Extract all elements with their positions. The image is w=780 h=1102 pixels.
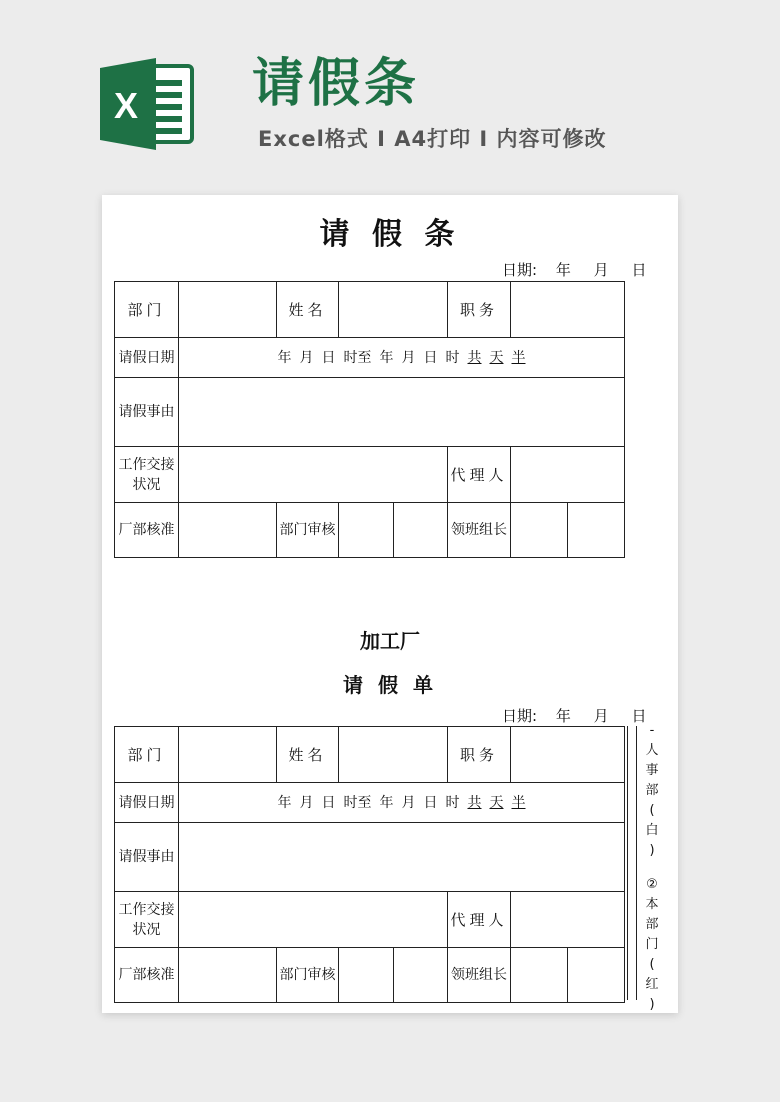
period-hour-to: 时至 — [343, 795, 372, 811]
period-month-2: 月 — [401, 795, 416, 811]
side-note-1-char: 人 — [645, 743, 659, 758]
form2-reason-field[interactable] — [179, 823, 625, 892]
form1-title: 请 假 条 — [319, 217, 461, 252]
form1-position-label: 职务 — [448, 282, 511, 338]
period-day-1: 日 — [321, 795, 336, 811]
period-year-2: 年 — [379, 795, 394, 811]
period-days: 天 — [489, 350, 504, 366]
period-month-1: 月 — [299, 795, 314, 811]
form2-deputy-label: 代理人 — [448, 892, 511, 948]
period-hour-2: 时 — [445, 350, 460, 366]
period-year-1: 年 — [277, 350, 292, 366]
form1-leave-period[interactable] — [179, 338, 625, 378]
period-day-1: 日 — [321, 350, 336, 366]
period-hour-2: 时 — [445, 795, 460, 811]
form2-leave-period[interactable] — [179, 783, 625, 823]
period-month-2: 月 — [401, 350, 416, 366]
form1-handover-label-line1: 工作交接 — [118, 456, 175, 473]
form2-team-leader-field-2[interactable] — [568, 948, 625, 1003]
form2-date-line — [502, 705, 646, 726]
form1-handover-label — [115, 447, 179, 503]
form1-reason-field[interactable] — [179, 378, 625, 447]
document-sheet — [102, 195, 678, 1013]
form2-date-day: 日 — [631, 707, 647, 725]
form1-dept-field[interactable] — [179, 282, 277, 338]
form2-factory-approval-field[interactable] — [179, 948, 277, 1003]
form2-heading: 加工厂 — [360, 629, 420, 653]
form2-handover-label-line2: 状况 — [132, 921, 161, 938]
period-year-2: 年 — [379, 350, 394, 366]
form1-date-label: 日期: — [502, 261, 538, 279]
form1-name-label: 姓名 — [277, 282, 339, 338]
hero-title: 请假条 — [252, 54, 421, 114]
period-days: 天 — [489, 795, 504, 811]
period-total: 共 — [467, 795, 482, 811]
side-note-2-char: ( — [649, 957, 655, 972]
form2-side-note-2 — [642, 875, 662, 1015]
side-note-1-char: ( — [649, 803, 655, 818]
form2-leave-date-label: 请假日期 — [115, 783, 179, 823]
form1-date-day: 日 — [631, 261, 647, 279]
side-note-2-char: 本 — [645, 897, 659, 912]
form1-handover-label-line2: 状况 — [132, 476, 161, 493]
form2-dept-review-label: 部门审核 — [277, 948, 339, 1003]
form2-reason-label: 请假事由 — [115, 823, 179, 892]
period-year-1: 年 — [277, 795, 292, 811]
side-note-1-char: ) — [649, 843, 655, 858]
form2-dept-label: 部门 — [115, 727, 179, 783]
form2-position-label: 职务 — [448, 727, 511, 783]
form1-dept-label: 部门 — [115, 282, 179, 338]
form1-team-leader-label: 领班组长 — [448, 503, 511, 558]
form2-date-month: 月 — [593, 707, 609, 725]
form1-position-field[interactable] — [511, 282, 625, 338]
form2-name-label: 姓名 — [277, 727, 339, 783]
side-note-1-char: 白 — [645, 823, 659, 838]
page-header — [0, 0, 780, 190]
form2-dept-field[interactable] — [179, 727, 277, 783]
form2-table — [114, 726, 625, 1003]
form2-deputy-field[interactable] — [511, 892, 625, 948]
form2-dept-review-field-1[interactable] — [339, 948, 394, 1003]
form2-handover-field[interactable] — [179, 892, 448, 948]
side-note-2-char: ) — [649, 997, 655, 1012]
svg-text:X: X — [113, 85, 139, 126]
form1-date-month: 月 — [593, 261, 609, 279]
form1-factory-approval-label: 厂部核准 — [115, 503, 179, 558]
form2-position-field[interactable] — [511, 727, 625, 783]
form2-dept-review-field-2[interactable] — [394, 948, 448, 1003]
form2-handover-label — [115, 892, 179, 948]
form1-table — [114, 281, 625, 558]
form1-date-line — [502, 259, 646, 280]
period-day-2: 日 — [423, 350, 438, 366]
form2-side-strip — [627, 726, 637, 1000]
form1-dept-review-field-2[interactable] — [394, 503, 448, 558]
form1-reason-label: 请假事由 — [115, 378, 179, 447]
period-half: 半 — [511, 795, 526, 811]
form1-deputy-field[interactable] — [511, 447, 625, 503]
form1-team-leader-field-2[interactable] — [568, 503, 625, 558]
form1-deputy-label: 代理人 — [448, 447, 511, 503]
form2-factory-approval-label: 厂部核准 — [115, 948, 179, 1003]
form1-dept-review-label: 部门审核 — [277, 503, 339, 558]
form2-team-leader-label: 领班组长 — [448, 948, 511, 1003]
form2-date-label: 日期: — [502, 707, 538, 725]
form2-handover-label-line1: 工作交接 — [118, 901, 175, 918]
side-note-2-char: 红 — [645, 977, 659, 992]
excel-icon — [100, 58, 196, 150]
form2-title: 请 假 单 — [343, 673, 437, 697]
side-note-2-char: ② — [646, 877, 658, 892]
form1-date-year: 年 — [555, 261, 571, 279]
form1-handover-field[interactable] — [179, 447, 448, 503]
form2-team-leader-field-1[interactable] — [511, 948, 568, 1003]
form1-team-leader-field-1[interactable] — [511, 503, 568, 558]
side-note-2-char: 部 — [645, 917, 659, 932]
form2-date-year: 年 — [555, 707, 571, 725]
period-hour-to: 时至 — [343, 350, 372, 366]
form2-name-field[interactable] — [339, 727, 448, 783]
form1-name-field[interactable] — [339, 282, 448, 338]
form1-dept-review-field-1[interactable] — [339, 503, 394, 558]
period-half: 半 — [511, 350, 526, 366]
form2-side-note-1 — [642, 721, 662, 861]
period-total: 共 — [467, 350, 482, 366]
period-month-1: 月 — [299, 350, 314, 366]
side-note-1-char: 事 — [645, 763, 659, 778]
side-note-1-char: - — [649, 723, 655, 738]
side-note-1-char: 部 — [645, 783, 659, 798]
period-day-2: 日 — [423, 795, 438, 811]
form1-leave-date-label: 请假日期 — [115, 338, 179, 378]
hero-subtitle: Excel格式 I A4打印 I 内容可修改 — [258, 127, 607, 151]
form1-factory-approval-field[interactable] — [179, 503, 277, 558]
side-note-2-char: 门 — [645, 937, 659, 952]
